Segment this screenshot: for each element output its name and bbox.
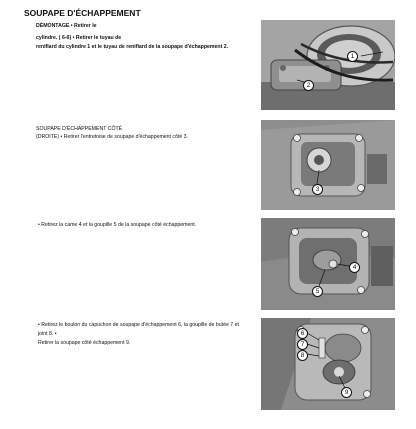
page-title: SOUPAPE D'ÉCHAPPEMENT (24, 8, 141, 18)
callout-9: 9 (341, 387, 352, 398)
section-2-line-1: SOUPAPE D'ÉCHAPPEMENT CÔTÉ (36, 126, 123, 132)
callout-6: 6 (297, 328, 308, 339)
callout-8: 8 (297, 350, 308, 361)
section-4-line-3: Retirer la soupape côté échappement 9. (38, 340, 131, 346)
section-1-line-2: cylindre. ( 6-6) • Retirer le tuyau de (36, 35, 122, 41)
callout-4: 4 (349, 262, 360, 273)
callout-2: 2 (303, 80, 314, 91)
callout-1: 1 (347, 51, 358, 62)
photo-cylinder-breather-hoses (261, 20, 395, 110)
photo-exhaust-valve-spacer (261, 120, 395, 210)
section-1-line-1: DÉMONTAGE • Retirer le (36, 23, 97, 29)
callout-3: 3 (312, 184, 323, 195)
section-3-line-1: • Retirez la came 4 et la goupille 5 de la soupape côté échappement. (38, 222, 197, 228)
section-4-line-1: • Retirez le boulon du capuchon de soupape d'échappement 6, la goupille de butée 7 et (38, 322, 239, 328)
photo-exhaust-valve-removal (261, 318, 395, 410)
photo-cam-and-pin (261, 218, 395, 310)
callout-7: 7 (297, 339, 308, 350)
section-1-line-3: reniflard du cylindre 1 et le tuyau de reniflard de la soupape d'échappement 2. (36, 44, 229, 50)
callout-5: 5 (312, 286, 323, 297)
section-4-line-2: joint 8. • (38, 331, 57, 337)
section-2-line-2: (DROITE) • Retirer l'entretoise de soupape d'échappement côté 3. (36, 134, 189, 140)
